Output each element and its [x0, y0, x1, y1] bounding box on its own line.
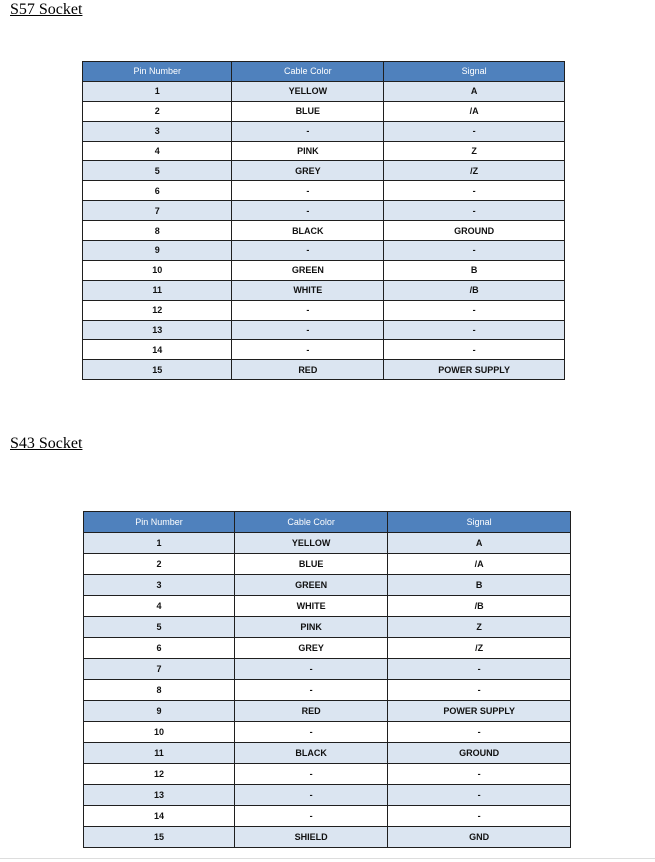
table-header-row [84, 512, 571, 533]
pin-number-cell: 6 [84, 638, 235, 659]
signal-cell: Z [384, 141, 565, 161]
section-heading-s43: S43 Socket [10, 435, 83, 452]
table-row [83, 201, 565, 221]
signal-cell: GROUND [384, 221, 565, 241]
signal-cell: B [388, 575, 571, 596]
column-header-signal: Signal [388, 512, 571, 533]
cable-color-cell: GREEN [234, 575, 387, 596]
table-row [83, 241, 565, 261]
pin-table-s43 [83, 511, 571, 848]
signal-cell: - [384, 320, 565, 340]
pin-number-cell: 9 [84, 701, 235, 722]
pin-number-cell: 13 [83, 320, 232, 340]
cable-color-cell: - [234, 785, 387, 806]
cable-color-cell: - [232, 201, 384, 221]
cable-color-cell: - [234, 764, 387, 785]
pin-number-cell: 7 [83, 201, 232, 221]
signal-cell: GROUND [388, 743, 571, 764]
pin-number-cell: 9 [83, 241, 232, 261]
table-header-row [83, 62, 565, 82]
column-header-pin-number: Pin Number [83, 62, 232, 82]
pin-number-cell: 2 [84, 554, 235, 575]
pin-number-cell: 11 [84, 743, 235, 764]
pin-number-cell: 8 [84, 680, 235, 701]
table-row [83, 260, 565, 280]
pin-number-cell: 3 [84, 575, 235, 596]
pin-number-cell: 4 [84, 596, 235, 617]
pin-number-cell: 13 [84, 785, 235, 806]
signal-cell: - [388, 659, 571, 680]
pin-number-cell: 1 [84, 533, 235, 554]
signal-cell: - [388, 722, 571, 743]
cable-color-cell: YELLOW [234, 533, 387, 554]
signal-cell: - [384, 300, 565, 320]
cable-color-cell: YELLOW [232, 81, 384, 101]
table-row [83, 121, 565, 141]
signal-cell: /B [384, 280, 565, 300]
signal-cell: - [388, 785, 571, 806]
signal-cell: /Z [384, 161, 565, 181]
table-row [83, 280, 565, 300]
cable-color-cell: - [234, 806, 387, 827]
cable-color-cell: GREY [232, 161, 384, 181]
pin-number-cell: 15 [84, 827, 235, 848]
cable-color-cell: RED [234, 701, 387, 722]
table-row [84, 533, 571, 554]
signal-cell: - [384, 340, 565, 360]
table-row [84, 659, 571, 680]
pin-number-cell: 8 [83, 221, 232, 241]
pin-table-s57 [82, 61, 565, 380]
table-row [84, 617, 571, 638]
signal-cell: POWER SUPPLY [388, 701, 571, 722]
table-row [83, 360, 565, 380]
table-row [83, 181, 565, 201]
table-row [84, 680, 571, 701]
table-row [84, 785, 571, 806]
table-row [84, 554, 571, 575]
pin-number-cell: 15 [83, 360, 232, 380]
table-row [84, 827, 571, 848]
pin-number-cell: 7 [84, 659, 235, 680]
signal-cell: - [388, 806, 571, 827]
column-header-cable-color: Cable Color [234, 512, 387, 533]
table-row [83, 340, 565, 360]
pin-number-cell: 12 [84, 764, 235, 785]
signal-cell: POWER SUPPLY [384, 360, 565, 380]
signal-cell: /B [388, 596, 571, 617]
section-heading-s57: S57 Socket [10, 1, 83, 18]
signal-cell: - [384, 181, 565, 201]
table-row [83, 161, 565, 181]
table-row [83, 101, 565, 121]
signal-cell: - [388, 680, 571, 701]
pin-number-cell: 14 [84, 806, 235, 827]
pin-number-cell: 10 [83, 260, 232, 280]
cable-color-cell: - [232, 181, 384, 201]
pin-number-cell: 14 [83, 340, 232, 360]
pin-number-cell: 4 [83, 141, 232, 161]
table-row [83, 221, 565, 241]
pin-number-cell: 1 [83, 81, 232, 101]
table-row [84, 722, 571, 743]
table-row [84, 764, 571, 785]
signal-cell: A [384, 81, 565, 101]
cable-color-cell: - [232, 340, 384, 360]
cable-color-cell: GREY [234, 638, 387, 659]
cable-color-cell: BLUE [234, 554, 387, 575]
signal-cell: - [384, 201, 565, 221]
signal-cell: GND [388, 827, 571, 848]
signal-cell: /A [388, 554, 571, 575]
pin-number-cell: 12 [83, 300, 232, 320]
pin-number-cell: 3 [83, 121, 232, 141]
pin-number-cell: 6 [83, 181, 232, 201]
column-header-cable-color: Cable Color [232, 62, 384, 82]
cable-color-cell: BLUE [232, 101, 384, 121]
cable-color-cell: SHIELD [234, 827, 387, 848]
table-row [83, 300, 565, 320]
cable-color-cell: BLACK [234, 743, 387, 764]
cable-color-cell: BLACK [232, 221, 384, 241]
pin-number-cell: 5 [83, 161, 232, 181]
table-row [84, 575, 571, 596]
pin-number-cell: 2 [83, 101, 232, 121]
table-row [84, 596, 571, 617]
signal-cell: A [388, 533, 571, 554]
cable-color-cell: WHITE [232, 280, 384, 300]
pin-number-cell: 11 [83, 280, 232, 300]
table-row [84, 701, 571, 722]
table-row [84, 743, 571, 764]
signal-cell: Z [388, 617, 571, 638]
table-row [84, 638, 571, 659]
cable-color-cell: - [232, 241, 384, 261]
signal-cell: - [384, 121, 565, 141]
signal-cell: - [388, 764, 571, 785]
table-row [83, 320, 565, 340]
pin-number-cell: 5 [84, 617, 235, 638]
cable-color-cell: PINK [234, 617, 387, 638]
cable-color-cell: - [232, 320, 384, 340]
signal-cell: /A [384, 101, 565, 121]
cable-color-cell: GREEN [232, 260, 384, 280]
signal-cell: B [384, 260, 565, 280]
cable-color-cell: PINK [232, 141, 384, 161]
cable-color-cell: - [234, 659, 387, 680]
page-bottom-divider [0, 858, 655, 859]
pin-number-cell: 10 [84, 722, 235, 743]
cable-color-cell: - [234, 680, 387, 701]
signal-cell: /Z [388, 638, 571, 659]
signal-cell: - [384, 241, 565, 261]
table-row [83, 81, 565, 101]
cable-color-cell: - [234, 722, 387, 743]
cable-color-cell: RED [232, 360, 384, 380]
table-row [84, 806, 571, 827]
cable-color-cell: - [232, 121, 384, 141]
column-header-signal: Signal [384, 62, 565, 82]
table-row [83, 141, 565, 161]
cable-color-cell: - [232, 300, 384, 320]
column-header-pin-number: Pin Number [84, 512, 235, 533]
cable-color-cell: WHITE [234, 596, 387, 617]
